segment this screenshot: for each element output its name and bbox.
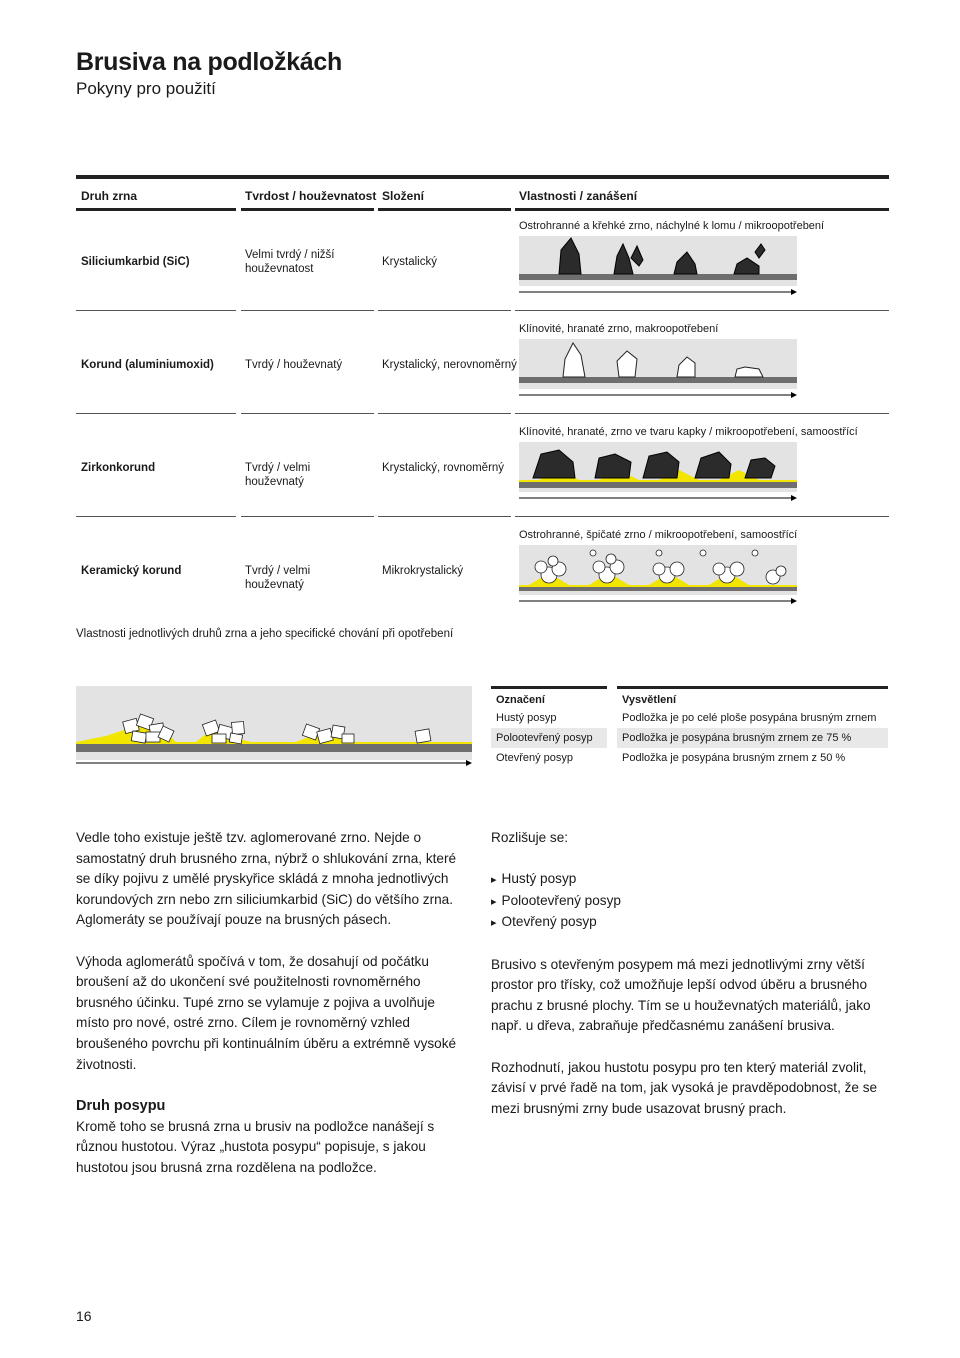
density-explanation: Podložka je po celé ploše posypána brusným zrnem: [622, 712, 877, 724]
page-subtitle: Pokyny pro použití: [76, 79, 216, 98]
grain-properties: Ostrohranné, špičaté zrno / mikroopotřebení, samoostřící: [519, 529, 798, 541]
density-explanation: Podložka je posypána brusným zrnem z 50 %: [622, 752, 846, 764]
agglomerate-paragraph: Vedle toho existuje ještě tzv. aglomerované zrno. Nejde o samostatný druh brusného zrna, nýbrž o shlukování zrna, které se díky pojivu z umělé pryskyřice skládá z mnoha jednotlivých korundových zrn nebo zrn siliciumkarbid (SiC) do většího zrna. Aglomeráty se používají pouze na brusných pásech.: [76, 830, 457, 928]
open-coat-paragraph: Brusivo s otevřeným posypem má mezi jednotlivými zrny větší prostor pro třísky, což umožňuje lepší odvod úběru a brusného prachu z brusné plochy. Tím se u houževnatých materiálů, jako např. u dřeva, zabraňuje předčasnému zanášení brusiva.: [491, 956, 871, 1034]
grain-properties: Klínovité, hranaté zrno, makroopotřebení: [519, 323, 719, 335]
table-row: [491, 708, 888, 728]
grain-properties: Ostrohranné a křehké zrno, náchylné k lomu / mikroopotřebení: [519, 220, 825, 232]
header-explanation: Vysvětlení: [617, 686, 888, 708]
density-name: Otevřený posyp: [496, 752, 574, 764]
table-row: [76, 311, 889, 414]
grain-type-table: [76, 175, 889, 617]
grain-hardness: Tvrdý / velmi houževnatý: [245, 565, 311, 591]
grain-hardness: Velmi tvrdý / nižší houževnatost: [245, 249, 335, 275]
page-number: 16: [76, 1308, 92, 1324]
coat-density-table: [491, 686, 888, 768]
left-text-column: [76, 828, 471, 1199]
agglomerate-advantage-paragraph: Výhoda aglomerátů spočívá v tom, že dosahují od počátku broušení až do ukončení své použitelnosti rovnoměrného brusného účinku. Tupé zrno se vylamuje z pojiva a uvolňuje místo pro nové, ostré zrno. Cílem je rovnoměrný vzhled broušeného povrchu při kontinuálním úběru a extrémně vysoké životnosti.: [76, 953, 457, 1072]
table-header: [76, 175, 889, 208]
list-item: ▸ Otevřený posyp: [491, 912, 891, 934]
density-name: Polootevřený posyp: [491, 728, 607, 748]
list-item: ▸ Polootevřený posyp: [491, 891, 891, 913]
header-grain-type: Druh zrna: [81, 189, 138, 203]
corundum-grain-illustration: [519, 339, 797, 401]
ceramic-grain-illustration: [519, 545, 797, 607]
density-bullet-list: [491, 869, 891, 934]
grain-name: Zirkonkorund: [81, 462, 156, 474]
grain-properties: Klínovité, hranaté, zrno ve tvaru kapky / mikroopotřebení, samoostřící: [519, 426, 858, 438]
table-row: [76, 517, 889, 617]
grain-hardness: Tvrdý / houževnatý: [245, 359, 343, 371]
section-heading: Druh posypu: [76, 1097, 166, 1114]
header-designation: Označení: [491, 686, 607, 708]
density-name: Hustý posyp: [496, 712, 557, 724]
grain-composition: Krystalický: [382, 256, 437, 268]
density-explanation: Podložka je posypána brusným zrnem ze 75 %: [617, 728, 888, 748]
zirconia-grain-illustration: [519, 442, 797, 504]
decision-paragraph: Rozhodnutí, jakou hustotu posypu pro ten který materiál zvolit, závisí v prvé řadě na tom, jak vysoká je pravděpodobnost, že se mezi brusnými zrny bude usazovat brusný prach.: [491, 1059, 878, 1116]
page-title: Brusiva na podložkách: [76, 48, 342, 76]
grain-composition: Krystalický, rovnoměrný: [382, 462, 505, 474]
grain-name: Korund (aluminiumoxid): [81, 359, 214, 371]
grain-name: Keramický korund: [81, 565, 182, 577]
grain-composition: Mikrokrystalický: [382, 565, 464, 577]
table-row: [76, 208, 889, 311]
table-row: [491, 728, 888, 748]
sic-grain-illustration: [519, 236, 797, 298]
table-row: [491, 748, 888, 768]
grain-hardness: Tvrdý / velmi houževnatý: [245, 462, 311, 488]
header-hardness: Tvrdost / houževnatost: [245, 189, 377, 203]
coat-density-paragraph: Kromě toho se brusná zrna u brusiv na podložce nanášejí s různou hustotou. Výraz „hustota posypu“ popisuje, s jakou hustotou jsou brusná zrna rozdělena na podložce.: [76, 1118, 435, 1175]
properties-caption: Vlastnosti jednotlivých druhů zrna a jeho specifické chování při opotřebení: [76, 628, 454, 640]
grain-name: Siliciumkarbid (SiC): [81, 256, 190, 268]
header-properties: Vlastnosti / zanášení: [519, 189, 638, 203]
table-header: [491, 686, 888, 708]
coat-density-illustration: [76, 686, 472, 768]
grain-composition: Krystalický, nerovnoměrný: [382, 359, 517, 371]
list-item: ▸ Hustý posyp: [491, 869, 891, 891]
right-text-column: [491, 828, 891, 1140]
distinguish-intro: Rozlišuje se:: [491, 830, 569, 845]
header-composition: Složení: [382, 189, 425, 203]
table-row: [76, 414, 889, 517]
